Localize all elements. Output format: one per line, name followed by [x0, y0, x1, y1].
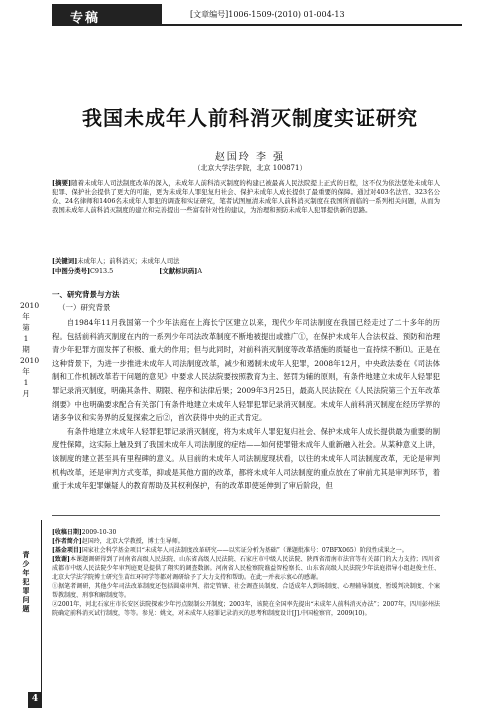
- affiliation: （北京大学法学院，北京 100871）: [193, 164, 307, 172]
- footnotes: [52, 528, 440, 618]
- journal-vertical: 青少年犯罪问题: [22, 550, 30, 613]
- margin-line: [41, 520, 42, 692]
- doc-code: A: [197, 267, 202, 275]
- issue-vertical: 2010年第1期 2010年1月: [20, 301, 40, 398]
- body-text: [52, 316, 440, 493]
- doc-code-label: [文献标识码]: [159, 267, 198, 275]
- note-received: [收稿日期]2009-10-30: [52, 529, 117, 536]
- classification-code: C913.5: [90, 267, 114, 275]
- abstract-label: [摘要]: [52, 179, 72, 187]
- note-thanks: [致谢]本课题调研得到了河南省高级人民法院、山东省高级人民法院、石家庄市中级人民法院、陕西省渭南市法官等有关部门的大力支持；四川省成都市中级人民法院少年审判庭更是提供了翔实的调查数据。河南省人民检察院谯益智检察长、山东省高级人民法院少年法庭指导小组赵俊主任、北京大学法学院博士研究生苗红环同学等都对调研给予了大力支持和帮助。在此一并表示衷心的感谢。: [52, 556, 440, 581]
- keywords-text: 未成年人；前科消灭；未成年人司法: [77, 257, 180, 265]
- footnote-rule: [52, 515, 440, 516]
- note-2: ②2001年，河北石家庄市长安区法院探索少年污点限制公开制度；2003年，该院在全国率先提出“未成年人前科消灭办法”；2007年，四川彭州法院确定前科消灭试行制度，等等。参见：姚文，对未成年人轻罪记录消灭的思考和制度设计[J].中国检察官，2009(10)。: [52, 601, 440, 617]
- article-title: 我国未成年人前科消灭制度实证研究: [82, 106, 418, 130]
- authors: 赵国玲 李 强: [214, 152, 286, 163]
- paragraph: 自1984年11月我国第一个少年法庭在上海长宁区建立以来，现代少年司法制度在我国已经走过了二十多年的历程。包括前科消灭制度在内的一系列少年司法改革制度不断地被提出或推广①，在保护未成年人合法权益、预防和治理青少年犯罪方面发挥了积极、重大的作用；但与此同时，对前科消灭制度等改革措施的质疑也一直持续不断⑴。正是在这种背景下，为进一步推进未成年人司法制度改革，减少和遏制未成年人犯罪，2008年12月，中央政法委在《司法体制和工作机制改革若干问题的意见》中要求人民法院要按照教育为主、惩罚为辅的原则，有条件地建立未成年人轻罪犯罪记录消灭制度，明确其条件、期限、程序和法律后果；2009年3月25日，最高人民法院在《人民法院第三个五年改革纲要》中也明确要求配合有关部门有条件地建立未成年人轻罪犯罪记录消灭制度。未成年人前科消灭制度在经历学界的诸多争议和实务界的反复探索之后②，首次获得中央的正式肯定。: [52, 318, 440, 423]
- page-number: 4: [31, 694, 39, 704]
- classification-label: [中图分类号]: [52, 267, 91, 275]
- abstract: [52, 179, 440, 215]
- keywords-row: [52, 256, 179, 265]
- section-heading: 一、研究背景与方法: [52, 290, 120, 299]
- header-tag-box: [52, 4, 162, 26]
- note-author: [作者简介]赵国玲，北京大学教授，博士生导师。: [52, 538, 184, 545]
- paragraph: 有条件地建立未成年人轻罪犯罪记录消灭制度，将为未成年人罪犯复归社会、保护未成年人成长提供最为重要的制度性保障，这实际上触及到了我国未成年人司法制度的症结——如何使罪错未成年人重新融入社会。从某种意义上讲，该制度的建立甚至具有里程碑的意义。从目前的未成年人司法制度现状看，以往的未成年人司法制度改革，无论是审判机构改革，还是审判方式变革，抑或是其他方面的改革，都将未成年人司法制度的重点放在了审前尤其是审判环节，着重于未成年犯罪嫌疑人的教育帮助及其权利保护，有的改革即使延伸到了审后阶段，但: [52, 426, 440, 491]
- note-fund: [基金项目]国家社会科学基金项目“未成年人司法制度改革研究——以实证分析为基础”（课题批准号：07BFX065）阶段性成果之一。: [52, 547, 408, 554]
- note-1: ①据笔者调研，其他少年司法改革制度还包括圆桌审判、指定管辖、社会调查员制度、合适成年人到场制度、心理辅导制度、暂缓判决制度、个案帮教制度、刑事和解制度等。: [52, 583, 440, 599]
- classification-row: [52, 266, 202, 275]
- article-number: [文章编号]1006-1509-(2010) 01-004-13: [190, 10, 345, 19]
- header-rule: [162, 24, 462, 26]
- subsection-heading: （一）研究背景: [58, 303, 111, 312]
- keywords-label: [关键词]: [52, 257, 78, 265]
- abstract-text: 随着未成年人司法制度改革的深入，未成年人前科消灭制度的构建已被最高人民法院提上正式的日程，这不仅为依法惩处未成年人犯罪、保护社会提供了更大的可能，更为未成年人罪犯复归社会、保护未成年人成长提供了最重要的保障。通过对403名法官、323名公众、24名律师和1406名未成年人罪犯的调查和实证研究，笔者试图厘清未成年人前科消灭制度在我国所面临的一系列相关问题，从而为我国未成年人前科消灭制度的建立和完善提出一些富有针对性的建议，为治理和预防未成年人犯罪提供新的思路。: [52, 179, 440, 214]
- header-tag: 专稿: [70, 11, 101, 26]
